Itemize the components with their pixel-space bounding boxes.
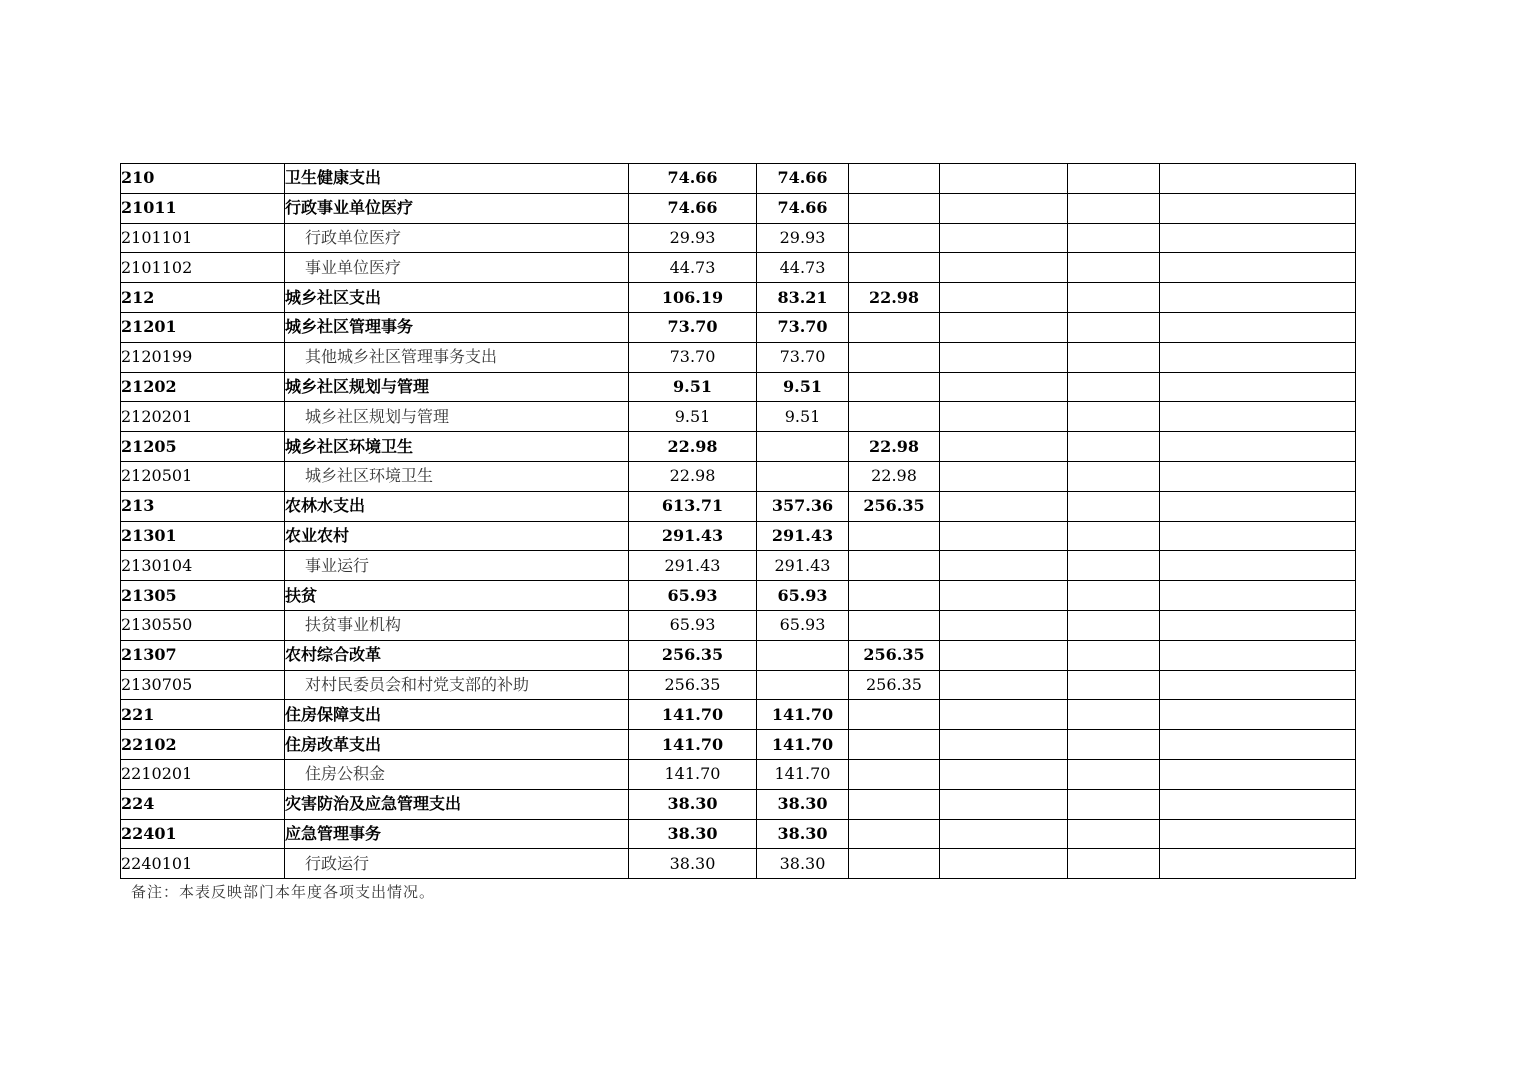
subject-code-cell: 21301 xyxy=(121,521,285,551)
subject-code-cell: 2120199 xyxy=(121,342,285,372)
table-row xyxy=(121,759,1356,789)
subject-code-cell: 210 xyxy=(121,164,285,194)
table-row xyxy=(121,461,1356,491)
project-expenditure-cell: 256.35 xyxy=(849,670,940,700)
empty-cell xyxy=(1068,432,1160,462)
empty-cell xyxy=(940,521,1068,551)
project-expenditure-cell xyxy=(849,342,940,372)
table-row xyxy=(121,193,1356,223)
empty-cell xyxy=(940,164,1068,194)
basic-expenditure-cell: 9.51 xyxy=(757,402,849,432)
table-row xyxy=(121,491,1356,521)
footnote: 备注：本表反映部门本年度各项支出情况。 xyxy=(131,883,436,901)
empty-cell xyxy=(1160,432,1356,462)
basic-expenditure-cell xyxy=(757,432,849,462)
subject-code-cell: 2101102 xyxy=(121,253,285,283)
basic-expenditure-cell: 38.30 xyxy=(757,819,849,849)
project-expenditure-cell xyxy=(849,819,940,849)
project-expenditure-cell: 22.98 xyxy=(849,432,940,462)
table-row xyxy=(121,551,1356,581)
total-cell: 141.70 xyxy=(629,759,757,789)
empty-cell xyxy=(1160,342,1356,372)
table-row xyxy=(121,819,1356,849)
project-expenditure-cell xyxy=(849,849,940,879)
project-expenditure-cell xyxy=(849,610,940,640)
subject-code-cell: 221 xyxy=(121,700,285,730)
subject-name-cell: 城乡社区规划与管理 xyxy=(285,372,629,402)
subject-code-cell: 22401 xyxy=(121,819,285,849)
basic-expenditure-cell: 38.30 xyxy=(757,789,849,819)
table-row xyxy=(121,610,1356,640)
subject-code-cell: 22102 xyxy=(121,730,285,760)
project-expenditure-cell xyxy=(849,789,940,819)
table-row xyxy=(121,402,1356,432)
total-cell: 38.30 xyxy=(629,849,757,879)
empty-cell xyxy=(940,223,1068,253)
table-row xyxy=(121,223,1356,253)
empty-cell xyxy=(1160,164,1356,194)
subject-name-cell: 扶贫事业机构 xyxy=(285,610,629,640)
table-row xyxy=(121,283,1356,313)
subject-name-cell: 住房公积金 xyxy=(285,759,629,789)
total-cell: 256.35 xyxy=(629,670,757,700)
subject-name-cell: 事业运行 xyxy=(285,551,629,581)
subject-name-cell: 行政运行 xyxy=(285,849,629,879)
subject-name-cell: 对村民委员会和村党支部的补助 xyxy=(285,670,629,700)
total-cell: 65.93 xyxy=(629,610,757,640)
empty-cell xyxy=(1160,670,1356,700)
basic-expenditure-cell: 291.43 xyxy=(757,551,849,581)
empty-cell xyxy=(1068,461,1160,491)
table-row xyxy=(121,521,1356,551)
empty-cell xyxy=(940,819,1068,849)
subject-code-cell: 224 xyxy=(121,789,285,819)
subject-name-cell: 扶贫 xyxy=(285,581,629,611)
subject-code-cell: 2101101 xyxy=(121,223,285,253)
total-cell: 9.51 xyxy=(629,402,757,432)
empty-cell xyxy=(1160,461,1356,491)
subject-code-cell: 212 xyxy=(121,283,285,313)
subject-name-cell: 行政事业单位医疗 xyxy=(285,193,629,223)
basic-expenditure-cell: 141.70 xyxy=(757,730,849,760)
total-cell: 256.35 xyxy=(629,640,757,670)
empty-cell xyxy=(1160,521,1356,551)
subject-name-cell: 行政单位医疗 xyxy=(285,223,629,253)
total-cell: 73.70 xyxy=(629,312,757,342)
empty-cell xyxy=(940,581,1068,611)
subject-name-cell: 城乡社区规划与管理 xyxy=(285,402,629,432)
table-row xyxy=(121,730,1356,760)
subject-name-cell: 事业单位医疗 xyxy=(285,253,629,283)
subject-name-cell: 农林水支出 xyxy=(285,491,629,521)
basic-expenditure-cell xyxy=(757,670,849,700)
project-expenditure-cell xyxy=(849,193,940,223)
total-cell: 291.43 xyxy=(629,551,757,581)
basic-expenditure-cell: 291.43 xyxy=(757,521,849,551)
subject-name-cell: 住房保障支出 xyxy=(285,700,629,730)
subject-code-cell: 21011 xyxy=(121,193,285,223)
empty-cell xyxy=(940,789,1068,819)
empty-cell xyxy=(1068,730,1160,760)
subject-name-cell: 城乡社区环境卫生 xyxy=(285,432,629,462)
empty-cell xyxy=(1160,193,1356,223)
project-expenditure-cell xyxy=(849,700,940,730)
empty-cell xyxy=(1068,283,1160,313)
basic-expenditure-cell: 73.70 xyxy=(757,342,849,372)
empty-cell xyxy=(1068,849,1160,879)
empty-cell xyxy=(940,730,1068,760)
empty-cell xyxy=(1160,223,1356,253)
basic-expenditure-cell: 44.73 xyxy=(757,253,849,283)
empty-cell xyxy=(1068,789,1160,819)
basic-expenditure-cell: 141.70 xyxy=(757,759,849,789)
total-cell: 38.30 xyxy=(629,789,757,819)
empty-cell xyxy=(1068,164,1160,194)
subject-name-cell: 城乡社区管理事务 xyxy=(285,312,629,342)
subject-name-cell: 住房改革支出 xyxy=(285,730,629,760)
basic-expenditure-cell: 65.93 xyxy=(757,581,849,611)
empty-cell xyxy=(1068,610,1160,640)
table-row xyxy=(121,253,1356,283)
subject-code-cell: 2130550 xyxy=(121,610,285,640)
total-cell: 9.51 xyxy=(629,372,757,402)
empty-cell xyxy=(1160,491,1356,521)
empty-cell xyxy=(940,670,1068,700)
empty-cell xyxy=(1160,819,1356,849)
empty-cell xyxy=(1068,700,1160,730)
total-cell: 106.19 xyxy=(629,283,757,313)
empty-cell xyxy=(940,491,1068,521)
subject-code-cell: 2210201 xyxy=(121,759,285,789)
basic-expenditure-cell xyxy=(757,640,849,670)
basic-expenditure-cell xyxy=(757,461,849,491)
total-cell: 613.71 xyxy=(629,491,757,521)
project-expenditure-cell xyxy=(849,581,940,611)
expenditure-table xyxy=(120,163,1356,879)
total-cell: 38.30 xyxy=(629,819,757,849)
table-row xyxy=(121,789,1356,819)
basic-expenditure-cell: 38.30 xyxy=(757,849,849,879)
subject-code-cell: 21307 xyxy=(121,640,285,670)
empty-cell xyxy=(1160,581,1356,611)
table-row xyxy=(121,372,1356,402)
project-expenditure-cell xyxy=(849,521,940,551)
empty-cell xyxy=(1160,283,1356,313)
empty-cell xyxy=(940,432,1068,462)
project-expenditure-cell: 22.98 xyxy=(849,461,940,491)
project-expenditure-cell: 22.98 xyxy=(849,283,940,313)
subject-code-cell: 2120201 xyxy=(121,402,285,432)
total-cell: 29.93 xyxy=(629,223,757,253)
empty-cell xyxy=(1068,402,1160,432)
empty-cell xyxy=(1068,521,1160,551)
table-row xyxy=(121,700,1356,730)
empty-cell xyxy=(1068,581,1160,611)
total-cell: 141.70 xyxy=(629,730,757,760)
total-cell: 74.66 xyxy=(629,164,757,194)
empty-cell xyxy=(1068,551,1160,581)
basic-expenditure-cell: 83.21 xyxy=(757,283,849,313)
empty-cell xyxy=(1068,640,1160,670)
table-row xyxy=(121,164,1356,194)
empty-cell xyxy=(1160,402,1356,432)
empty-cell xyxy=(1160,730,1356,760)
project-expenditure-cell xyxy=(849,372,940,402)
empty-cell xyxy=(1160,551,1356,581)
basic-expenditure-cell: 9.51 xyxy=(757,372,849,402)
empty-cell xyxy=(1068,342,1160,372)
basic-expenditure-cell: 65.93 xyxy=(757,610,849,640)
subject-name-cell: 农村综合改革 xyxy=(285,640,629,670)
empty-cell xyxy=(940,849,1068,879)
total-cell: 22.98 xyxy=(629,461,757,491)
subject-code-cell: 2130705 xyxy=(121,670,285,700)
empty-cell xyxy=(940,640,1068,670)
empty-cell xyxy=(940,312,1068,342)
project-expenditure-cell xyxy=(849,253,940,283)
empty-cell xyxy=(940,402,1068,432)
table-row xyxy=(121,581,1356,611)
project-expenditure-cell xyxy=(849,164,940,194)
empty-cell xyxy=(1160,759,1356,789)
total-cell: 44.73 xyxy=(629,253,757,283)
subject-code-cell: 2240101 xyxy=(121,849,285,879)
empty-cell xyxy=(1068,253,1160,283)
subject-code-cell: 21305 xyxy=(121,581,285,611)
table-row xyxy=(121,432,1356,462)
subject-name-cell: 农业农村 xyxy=(285,521,629,551)
subject-name-cell: 城乡社区环境卫生 xyxy=(285,461,629,491)
project-expenditure-cell: 256.35 xyxy=(849,640,940,670)
empty-cell xyxy=(1068,759,1160,789)
empty-cell xyxy=(1160,253,1356,283)
basic-expenditure-cell: 74.66 xyxy=(757,193,849,223)
empty-cell xyxy=(940,759,1068,789)
empty-cell xyxy=(940,461,1068,491)
subject-code-cell: 21201 xyxy=(121,312,285,342)
empty-cell xyxy=(1160,849,1356,879)
total-cell: 22.98 xyxy=(629,432,757,462)
empty-cell xyxy=(1068,491,1160,521)
empty-cell xyxy=(1160,789,1356,819)
project-expenditure-cell xyxy=(849,759,940,789)
table-body xyxy=(121,164,1356,879)
project-expenditure-cell: 256.35 xyxy=(849,491,940,521)
empty-cell xyxy=(940,551,1068,581)
empty-cell xyxy=(1160,640,1356,670)
empty-cell xyxy=(1068,372,1160,402)
subject-name-cell: 其他城乡社区管理事务支出 xyxy=(285,342,629,372)
table-row xyxy=(121,849,1356,879)
basic-expenditure-cell: 141.70 xyxy=(757,700,849,730)
table-row xyxy=(121,312,1356,342)
total-cell: 141.70 xyxy=(629,700,757,730)
empty-cell xyxy=(940,700,1068,730)
subject-name-cell: 城乡社区支出 xyxy=(285,283,629,313)
project-expenditure-cell xyxy=(849,551,940,581)
empty-cell xyxy=(940,610,1068,640)
basic-expenditure-cell: 29.93 xyxy=(757,223,849,253)
project-expenditure-cell xyxy=(849,730,940,760)
empty-cell xyxy=(1160,700,1356,730)
empty-cell xyxy=(1068,223,1160,253)
subject-code-cell: 21205 xyxy=(121,432,285,462)
project-expenditure-cell xyxy=(849,312,940,342)
total-cell: 74.66 xyxy=(629,193,757,223)
subject-name-cell: 应急管理事务 xyxy=(285,819,629,849)
table-row xyxy=(121,640,1356,670)
subject-code-cell: 213 xyxy=(121,491,285,521)
empty-cell xyxy=(940,342,1068,372)
empty-cell xyxy=(1160,610,1356,640)
basic-expenditure-cell: 73.70 xyxy=(757,312,849,342)
total-cell: 291.43 xyxy=(629,521,757,551)
subject-code-cell: 2120501 xyxy=(121,461,285,491)
project-expenditure-cell xyxy=(849,402,940,432)
empty-cell xyxy=(940,253,1068,283)
empty-cell xyxy=(1068,819,1160,849)
empty-cell xyxy=(940,193,1068,223)
empty-cell xyxy=(940,372,1068,402)
table-row xyxy=(121,342,1356,372)
subject-name-cell: 灾害防治及应急管理支出 xyxy=(285,789,629,819)
subject-code-cell: 2130104 xyxy=(121,551,285,581)
table-row xyxy=(121,670,1356,700)
total-cell: 65.93 xyxy=(629,581,757,611)
subject-code-cell: 21202 xyxy=(121,372,285,402)
empty-cell xyxy=(1160,312,1356,342)
basic-expenditure-cell: 74.66 xyxy=(757,164,849,194)
subject-name-cell: 卫生健康支出 xyxy=(285,164,629,194)
empty-cell xyxy=(1068,193,1160,223)
empty-cell xyxy=(1068,312,1160,342)
total-cell: 73.70 xyxy=(629,342,757,372)
basic-expenditure-cell: 357.36 xyxy=(757,491,849,521)
empty-cell xyxy=(1160,372,1356,402)
project-expenditure-cell xyxy=(849,223,940,253)
empty-cell xyxy=(1068,670,1160,700)
empty-cell xyxy=(940,283,1068,313)
